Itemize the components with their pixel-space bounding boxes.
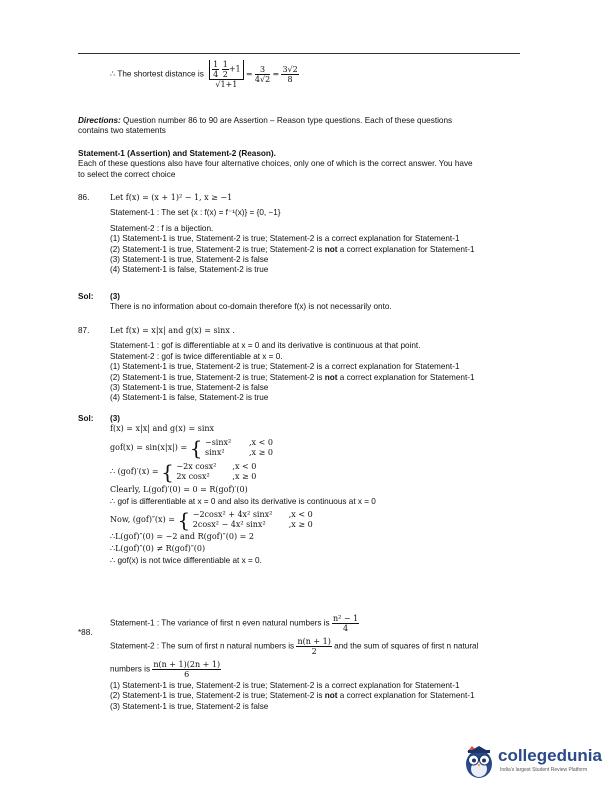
brace-icon: { (161, 459, 174, 484)
sum-squares-fraction: $\frac{n(n + 1)(2n + 1)}{6}$ (153, 660, 221, 679)
distance-fraction: $\frac{1}{4}$ $\frac{1}{2}$ +1 √1+1 (209, 60, 244, 89)
solution-label-86: Sol: (78, 292, 94, 301)
logo-title: collegedunia (498, 746, 602, 765)
directions: Directions: Question number 86 to 90 are Assertion – Reason type questions. Each of these questions contains two statements (78, 116, 453, 136)
brace-icon: { (177, 507, 191, 532)
collegedunia-logo[interactable] (462, 744, 612, 784)
sum-fraction: $\frac{n(n + 1)}{2}$ (297, 637, 331, 656)
variance-fraction: $\frac{\text{n² − 1}}{4}$ (332, 614, 359, 633)
question-86: Let f(x) = (x + 1)² − 1, x ≥ −1 Statement-1 : The set {x : f(x) = f⁻¹(x)} = {0, −1} Statement-2 : f is a bijection. (1) Statement-1 is true, Statement-2 is true; Statement-2 is a correct explanation for Statement-1 (2) Statement-1 is true, Statement-2 is true; Statement-2 is not a correct explanation for Statement-1 (3) Statement-1 is true, Statement-2 is false (4) Statement-1 is false, Statement-2 is true (110, 193, 475, 275)
solution-label-87: Sol: (78, 414, 94, 423)
question-number-87: 87. (78, 326, 90, 335)
section-header: Statement-1 (Assertion) and Statement-2 (Reason). Each of these questions also have four alternative choices, only one of which is the correct answer. You have to select the correct choice (78, 149, 473, 179)
owl-mascot-icon (462, 744, 496, 782)
distance-mid-fraction: $\frac{3}{4√2}$ (254, 65, 271, 84)
question-88: Statement-1 : The variance of first n even natural numbers is $\frac{\text{n² − 1}}{4}$ Statement-2 : The sum of first n natural numbers is $\frac{n(n + 1)}{2}$ and the sum of squares of first n natural numbers is $\frac{n(n + 1)(2n + 1)}{6}$ (1) Statement-1 is true, Statement-2 is true; Statement-2 is a correct explanation for Statement-1 (2) Statement-1 is true, Statement-2 is true; Statement-2 is not a correct explanation for Statement-1 (3) Statement-1 is true, Statement-2 is false (110, 614, 479, 711)
distance-prefix: ∴ The shortest distance is (110, 69, 204, 79)
logo-tagline: India's largest Student Review Platform (500, 767, 588, 773)
gof-definition: gof(x) = sin(x|x|) = { −sinx² ,x < 0 sinx² ,x ≥ 0 (110, 435, 273, 460)
directions-label: Directions: (78, 116, 121, 125)
distance-result-fraction: $\frac{3√2}{8}$ (282, 65, 298, 84)
brace-icon: { (189, 435, 203, 460)
question-87: Let f(x) = x|x| and g(x) = sinx . Statement-1 : gof is differentiable at x = 0 and its derivative is continuous at that point. Statement-2 : gof is twice differentiable at x = 0. (1) Statement-1 is true, Statement-2 is true; Statement-2 is a correct explanation for Statement-1 (2) Statement-1 is true, Statement-2 is true; Statement-2 is not a correct explanation for Statement-1 (3) Statement-1 is true, Statement-2 is false (4) Statement-1 is false, Statement-2 is true (110, 326, 475, 403)
first-derivative: ∴ (gof)′(x) = { −2x cosx² ,x < 0 2x cosx² ,x ≥ 0 (110, 459, 257, 484)
second-derivative: Now, (gof)″(x) = { −2cosx² + 4x² sinx² ,x < 0 2cosx² − 4x² sinx² ,x ≥ 0 (110, 507, 313, 532)
section-title: Statement-1 (Assertion) and Statement-2 (Reason). (78, 149, 276, 158)
question-number-88: *88. (78, 628, 93, 637)
shortest-distance-line: ∴ The shortest distance is $\frac{1}{4}$ $\frac{1}{2}$ +1 √1+1 = $\frac{3}{4√2}$ = $\frac{3√2}{8}$ (110, 60, 298, 89)
solution-86: (3) There is no information about co-domain therefore f(x) is not necessarily onto. (110, 292, 392, 312)
question-number-86: 86. (78, 193, 90, 202)
header-rule (78, 53, 520, 54)
solution-87: (3) f(x) = x|x| and g(x) = sinx gof(x) = sin(x|x|) = { −sinx² ,x < 0 sinx² ,x ≥ 0 ∴ (gof)′(x) = { −2x cosx² ,x < 0 2x cosx² ,x ≥ 0 Clearly, L(gof)′(0) = 0 = R(gof)′(0) ∴ gof is differentiable at x = 0 and also its derivative is continuous at x = 0 Now, (gof)″(x) = { −2cosx² + 4x² sinx² ,x < 0 2cosx² − 4x² sinx² ,x ≥ 0 ∴L(gof)″(0) = −2 and R(gof)″(0) = 2 ∴L(gof)″(0) ≠ R(gof)″(0) ∴ gof(x) is not twice differentiable at x = 0. (110, 414, 376, 566)
